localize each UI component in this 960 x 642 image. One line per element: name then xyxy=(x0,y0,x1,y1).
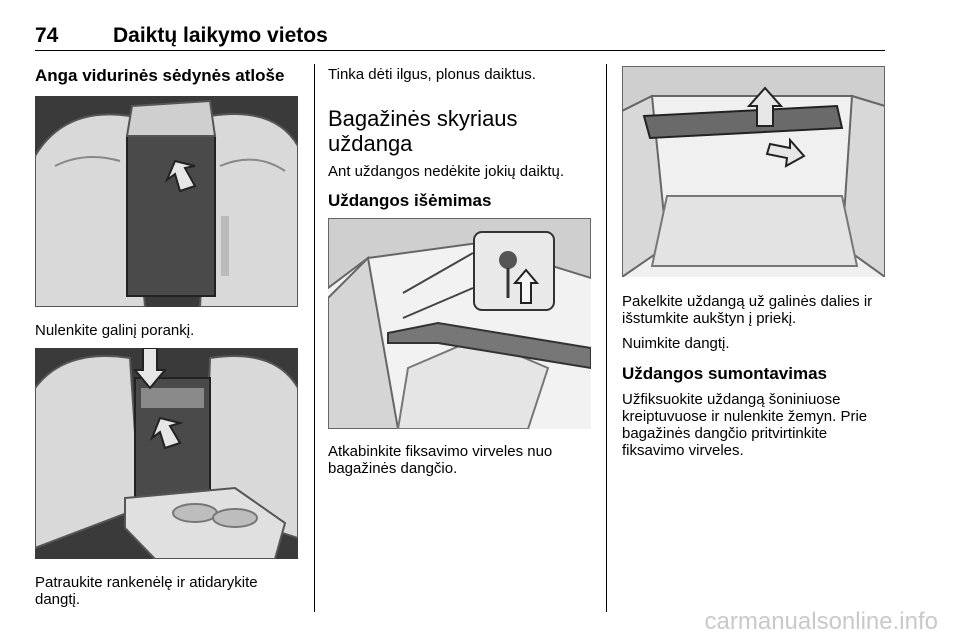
page-title: Daiktų laikymo vietos xyxy=(113,24,328,47)
figure-armrest-open-cover xyxy=(35,348,298,559)
install-text-line2: kreiptuvuose ir nulenkite žemyn. Prie xyxy=(622,408,868,425)
figure-unhook-cords xyxy=(328,218,591,429)
caption-unhook-line2: bagažinės dangčio. xyxy=(328,460,458,477)
caption-pull-handle-line1: Patraukite rankenėlę ir atidarykite xyxy=(35,574,258,591)
column-divider-1 xyxy=(314,64,315,612)
step-remove-cover: Nuimkite dangtį. xyxy=(622,335,730,352)
caption-unhook-line1: Atkabinkite fiksavimo virveles nuo xyxy=(328,443,553,460)
caption-lift-line1: Pakelkite uždangą už galinės dalies ir xyxy=(622,293,873,310)
caption-pull-handle-line2: dangtį. xyxy=(35,591,81,608)
section-heading-cover-line1: Bagažinės skyriaus xyxy=(328,106,518,131)
subheading-removal: Uždangos išėmimas xyxy=(328,191,492,210)
install-text-line3: bagažinės dangčio pritvirtinkite xyxy=(622,425,828,442)
section-heading-armrest-opening: Anga vidurinės sėdynės atlošе xyxy=(35,66,285,85)
caption-fold-armrest: Nulenkite galinį porankį. xyxy=(35,322,195,339)
header-divider xyxy=(35,50,885,51)
figure-lift-cover xyxy=(622,66,885,277)
column-divider-2 xyxy=(606,64,607,612)
watermark: carmanualsonline.info xyxy=(704,608,938,635)
subheading-installation: Uždangos sumontavimas xyxy=(622,364,827,383)
warning-note: Ant uždangos nedėkite jokių daiktų. xyxy=(328,163,564,180)
section-heading-cover-line2: uždanga xyxy=(328,131,413,156)
page-number: 74 xyxy=(35,24,59,47)
install-text-line4: fiksavimo virveles. xyxy=(622,442,744,459)
caption-lift-line2: išstumkite aukštyn į priekį. xyxy=(622,310,797,327)
install-text-line1: Užfiksuokite uždangą šoniniuose xyxy=(622,391,841,408)
intro-text: Tinka dėti ilgus, plonus daiktus. xyxy=(328,66,536,83)
figure-rear-seat-armrest-folded xyxy=(35,96,298,307)
